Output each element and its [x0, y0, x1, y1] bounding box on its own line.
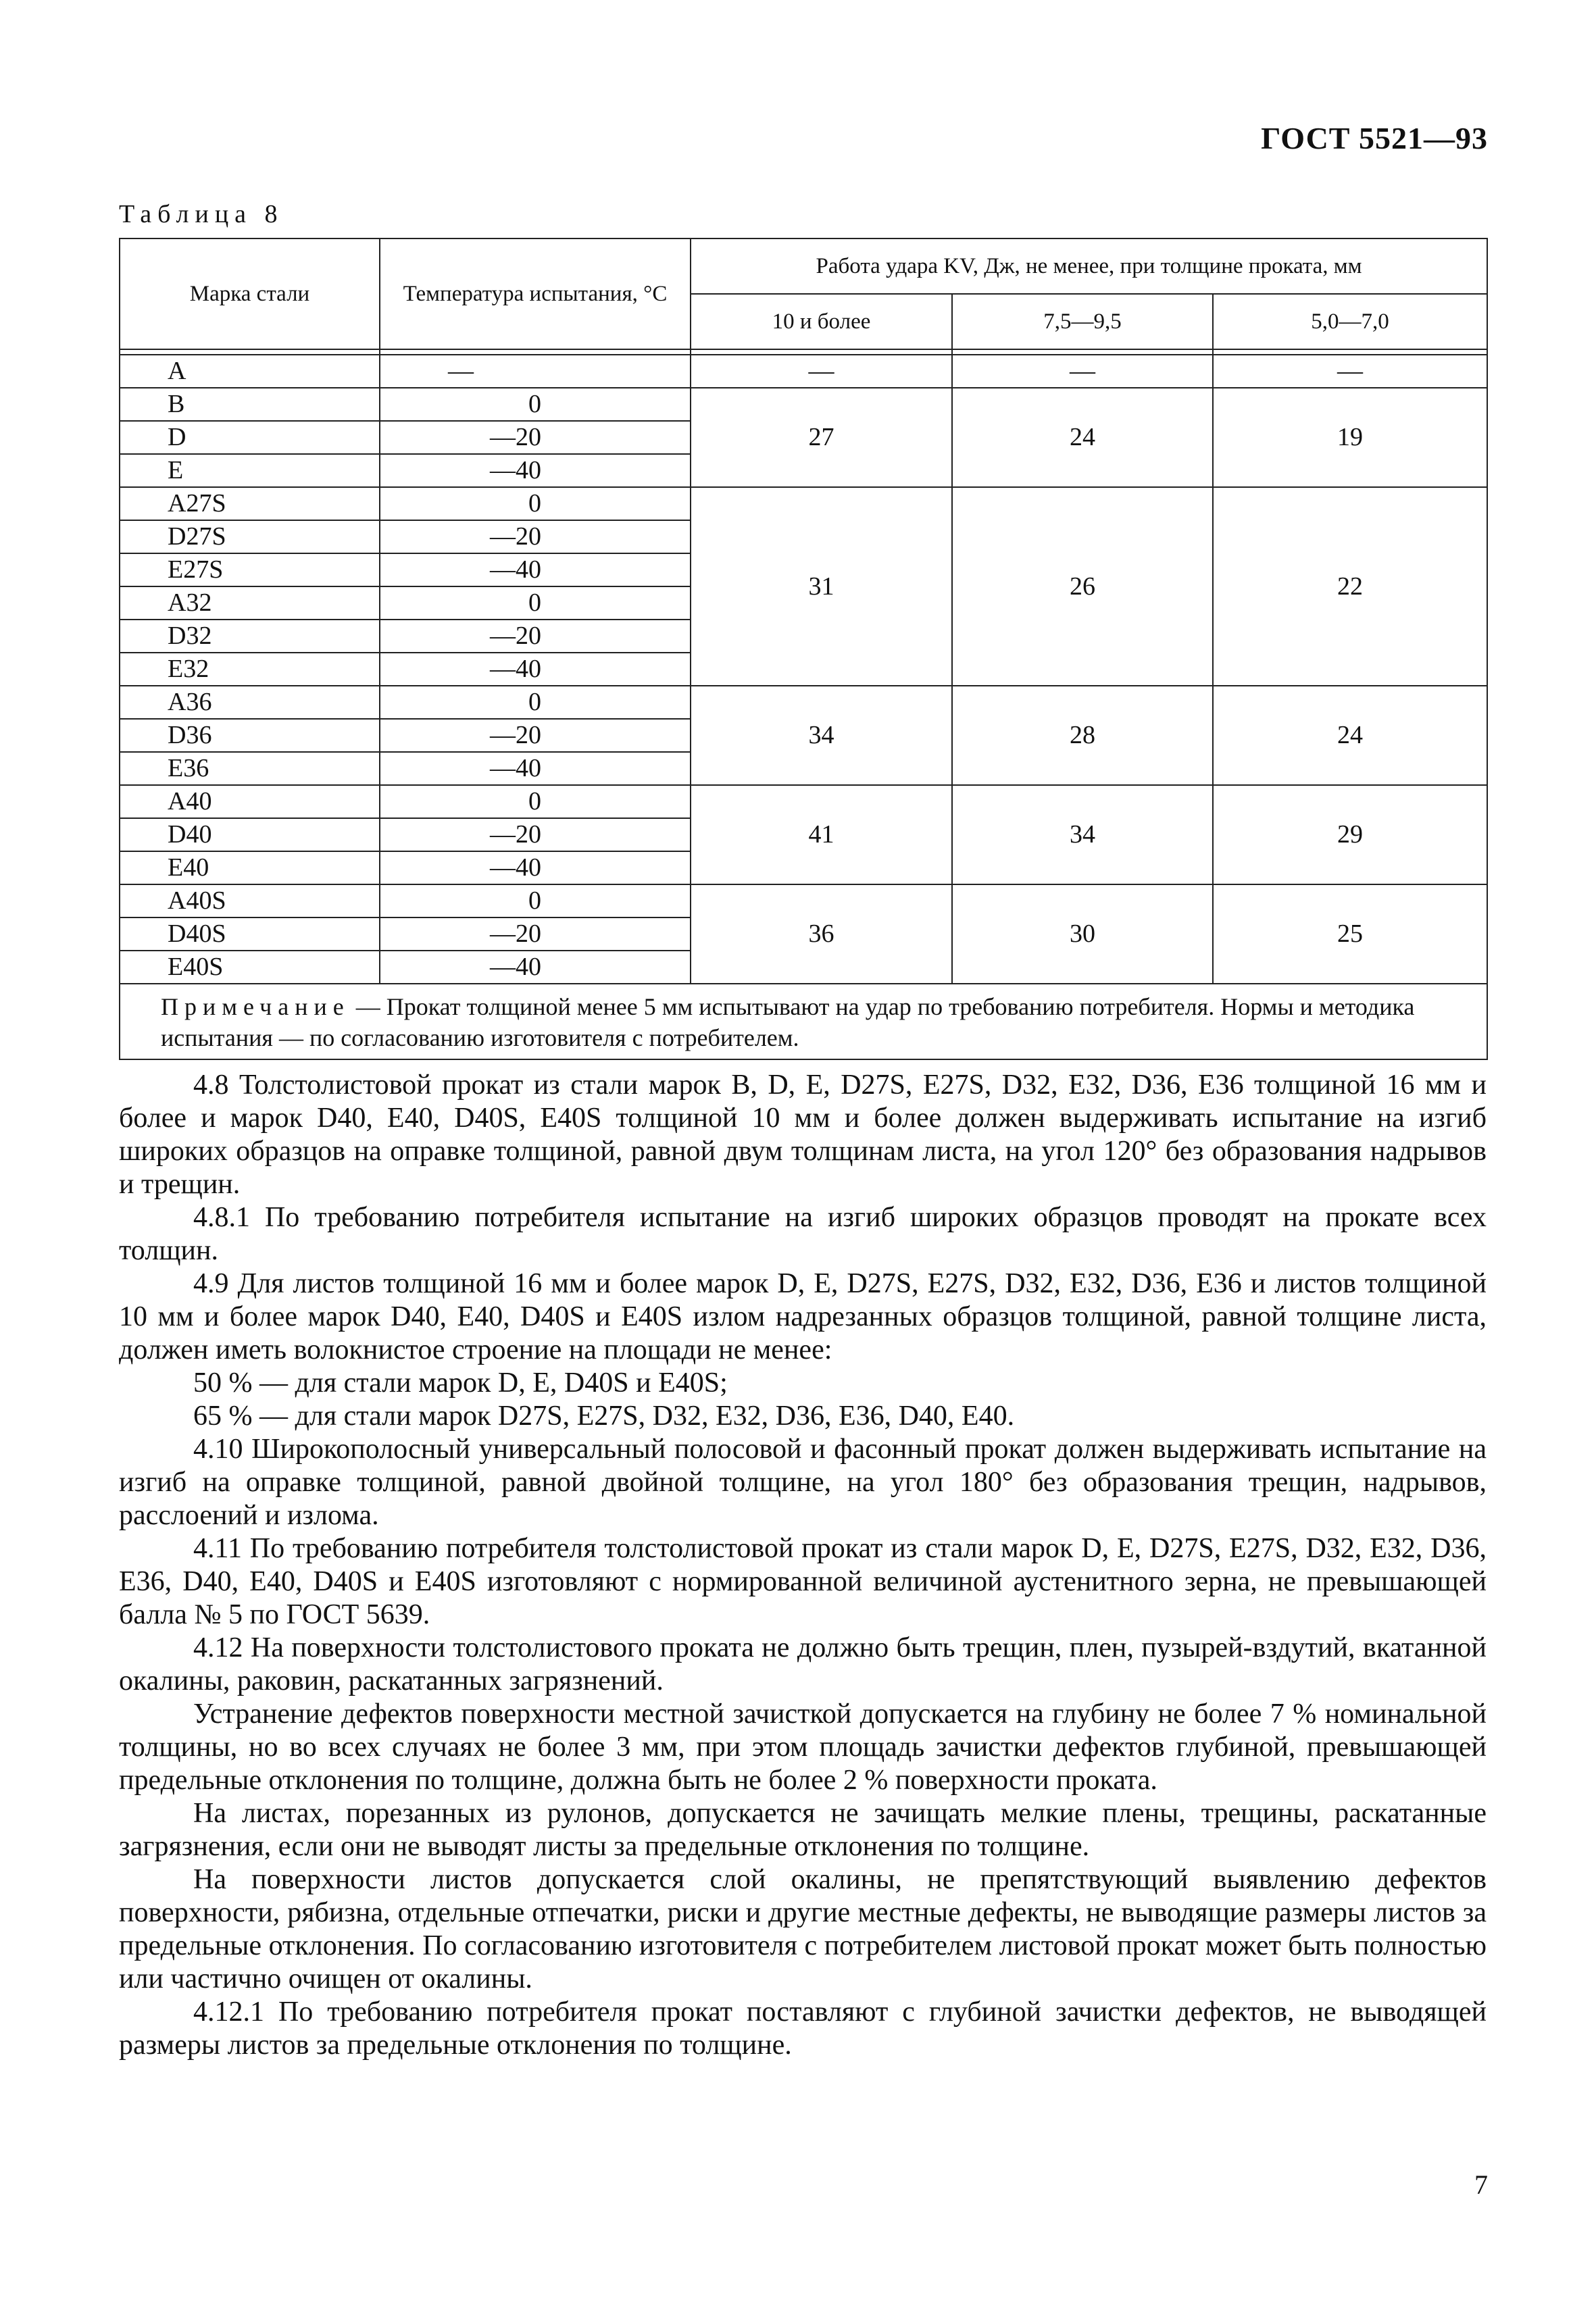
note-text: — Прокат толщиной менее 5 мм испытывают на удар по требованию потребителя. Нормы и методика испытания — по согласованию изготовителя с потребителем. [161, 993, 1415, 1051]
temperature-cell: 0 [380, 586, 691, 620]
value-cell: 26 [952, 487, 1213, 686]
temperature-cell: —20 [380, 620, 691, 653]
value-cell: — [1213, 355, 1487, 388]
table-row [120, 388, 1487, 421]
header-thickness-1: 10 и более [691, 294, 952, 349]
temperature-cell: — [380, 355, 691, 388]
grade-cell: E27S [120, 553, 380, 586]
paragraph: На листах, порезанных из рулонов, допускается не зачищать мелкие плены, трещины, раскатанные загрязнения, если они не выводят листы за предельные отклонения по толщине. [119, 1798, 1487, 1862]
header-impact-work: Работа удара KV, Дж, не менее, при толщине проката, мм [691, 238, 1487, 294]
paragraph: 4.11 По требованию потребителя толстолистовой прокат из стали марок D, E, D27S, E27S, D32, E32, D36, E36, D40, E40, D40S и E40S изготовляют с нормированной величиной аустенитного зерна, не превышающей балла № 5 по ГОСТ 5639. [119, 1533, 1487, 1630]
grade-cell: E40 [120, 851, 380, 884]
grade-cell: A [120, 355, 380, 388]
grade-cell: A32 [120, 586, 380, 620]
temperature-cell: 0 [380, 884, 691, 917]
paragraph: Устранение дефектов поверхности местной зачисткой допускается на глубину не более 7 % номинальной толщины, но во всех случаях не более 3 мм, при этом площадь зачистки дефектов глубиной, превышающей предельные отклонения по толщине, должна быть не более 2 % поверхности проката. [119, 1699, 1487, 1796]
document-code: ГОСТ 5521—93 [1261, 121, 1488, 155]
temperature-cell: —20 [380, 917, 691, 951]
grade-cell: D40S [120, 917, 380, 951]
value-cell: 24 [952, 388, 1213, 487]
table-row [120, 355, 1487, 388]
paragraph: 4.10 Широкополосный универсальный полосовой и фасонный прокат должен выдерживать испытание на изгиб на оправке толщиной, равной двойной толщине, на угол 180° без образования трещин, надрывов, расслоений и излома. [119, 1434, 1487, 1531]
note-label: Примечание [161, 993, 350, 1020]
value-cell: 34 [691, 686, 952, 785]
value-cell: 27 [691, 388, 952, 487]
impact-work-table [119, 238, 1488, 1060]
paragraph: 4.8 Толстолистовой прокат из стали марок B, D, E, D27S, E27S, D32, E32, D36, E36 толщиной 16 мм и более и марок D40, E40, D40S, E40S толщиной 10 мм и более должен выдерживать испытание на изгиб широких образцов на оправке толщиной, равной двум толщинам листа, на угол 120° без образования надрывов и трещин. [119, 1070, 1487, 1200]
table-row [120, 884, 1487, 917]
paragraph: 4.12.1 По требованию потребителя прокат поставляют с глубиной зачистки дефектов, не выводящей размеры листов за предельные отклонения по толщине. [119, 1996, 1487, 2061]
temperature-cell: —40 [380, 752, 691, 785]
grade-cell: D32 [120, 620, 380, 653]
temperature-cell: —40 [380, 454, 691, 487]
grade-cell: E40S [120, 951, 380, 984]
grade-cell: D36 [120, 719, 380, 752]
temperature-cell: 0 [380, 686, 691, 719]
value-cell: 22 [1213, 487, 1487, 686]
header-thickness-2: 7,5—9,5 [952, 294, 1213, 349]
value-cell: — [691, 355, 952, 388]
page-number: 7 [1474, 2169, 1488, 2200]
grade-cell: A40S [120, 884, 380, 917]
grade-cell: E [120, 454, 380, 487]
temperature-cell: —20 [380, 520, 691, 553]
grade-cell: A27S [120, 487, 380, 520]
body-text [119, 1069, 1487, 2062]
temperature-cell: —40 [380, 851, 691, 884]
paragraph: На поверхности листов допускается слой окалины, не препятствующий выявлению дефектов поверхности, рябизна, отдельные отпечатки, риски и другие местные дефекты, не выводящие размеры листов за предельные отклонения. По согласованию изготовителя с потребителем листовой прокат может быть полностью или частично очищен от окалины. [119, 1864, 1487, 1994]
table-row [120, 686, 1487, 719]
value-cell: 29 [1213, 785, 1487, 884]
grade-cell: D [120, 421, 380, 454]
table-row [120, 487, 1487, 520]
value-cell: 30 [952, 884, 1213, 984]
temperature-cell: —20 [380, 719, 691, 752]
value-cell: — [952, 355, 1213, 388]
grade-cell: E36 [120, 752, 380, 785]
paragraph: 4.9 Для листов толщиной 16 мм и более марок D, E, D27S, E27S, D32, E32, D36, E36 и листов толщиной 10 мм и более марок D40, E40, D40S и E40S излом надрезанных образцов толщиной, равной толщине листа, должен иметь волокнистое строение на площади не менее: [119, 1268, 1487, 1365]
value-cell: 34 [952, 785, 1213, 884]
grade-cell: A40 [120, 785, 380, 818]
grade-cell: D40 [120, 818, 380, 851]
grade-cell: A36 [120, 686, 380, 719]
paragraph: 4.8.1 По требованию потребителя испытание на изгиб широких образцов проводят на прокате всех толщин. [119, 1202, 1487, 1266]
temperature-cell: —20 [380, 818, 691, 851]
value-cell: 31 [691, 487, 952, 686]
paragraph: 50 % — для стали марок D, E, D40S и E40S; [193, 1367, 728, 1399]
value-cell: 36 [691, 884, 952, 984]
grade-cell: B [120, 388, 380, 421]
table-caption: Таблица 8 [119, 200, 284, 228]
paragraph: 4.12 На поверхности толстолистового проката не должно быть трещин, плен, пузырей-вздутий, вкатанной окалины, раковин, раскатанных загрязнений. [119, 1632, 1487, 1696]
temperature-cell: 0 [380, 388, 691, 421]
grade-cell: D27S [120, 520, 380, 553]
value-cell: 25 [1213, 884, 1487, 984]
temperature-cell: 0 [380, 487, 691, 520]
temperature-cell: —40 [380, 553, 691, 586]
paragraph: 65 % — для стали марок D27S, E27S, D32, E32, D36, E36, D40, E40. [193, 1401, 1015, 1432]
temperature-cell: —40 [380, 653, 691, 686]
temperature-cell: 0 [380, 785, 691, 818]
header-temperature: Температура испытания, °С [380, 238, 691, 349]
table-row [120, 785, 1487, 818]
header-thickness-3: 5,0—7,0 [1213, 294, 1487, 349]
header-grade: Марка стали [120, 238, 380, 349]
grade-cell: E32 [120, 653, 380, 686]
table-note [120, 984, 1487, 1059]
temperature-cell: —40 [380, 951, 691, 984]
value-cell: 41 [691, 785, 952, 884]
value-cell: 28 [952, 686, 1213, 785]
value-cell: 19 [1213, 388, 1487, 487]
value-cell: 24 [1213, 686, 1487, 785]
temperature-cell: —20 [380, 421, 691, 454]
